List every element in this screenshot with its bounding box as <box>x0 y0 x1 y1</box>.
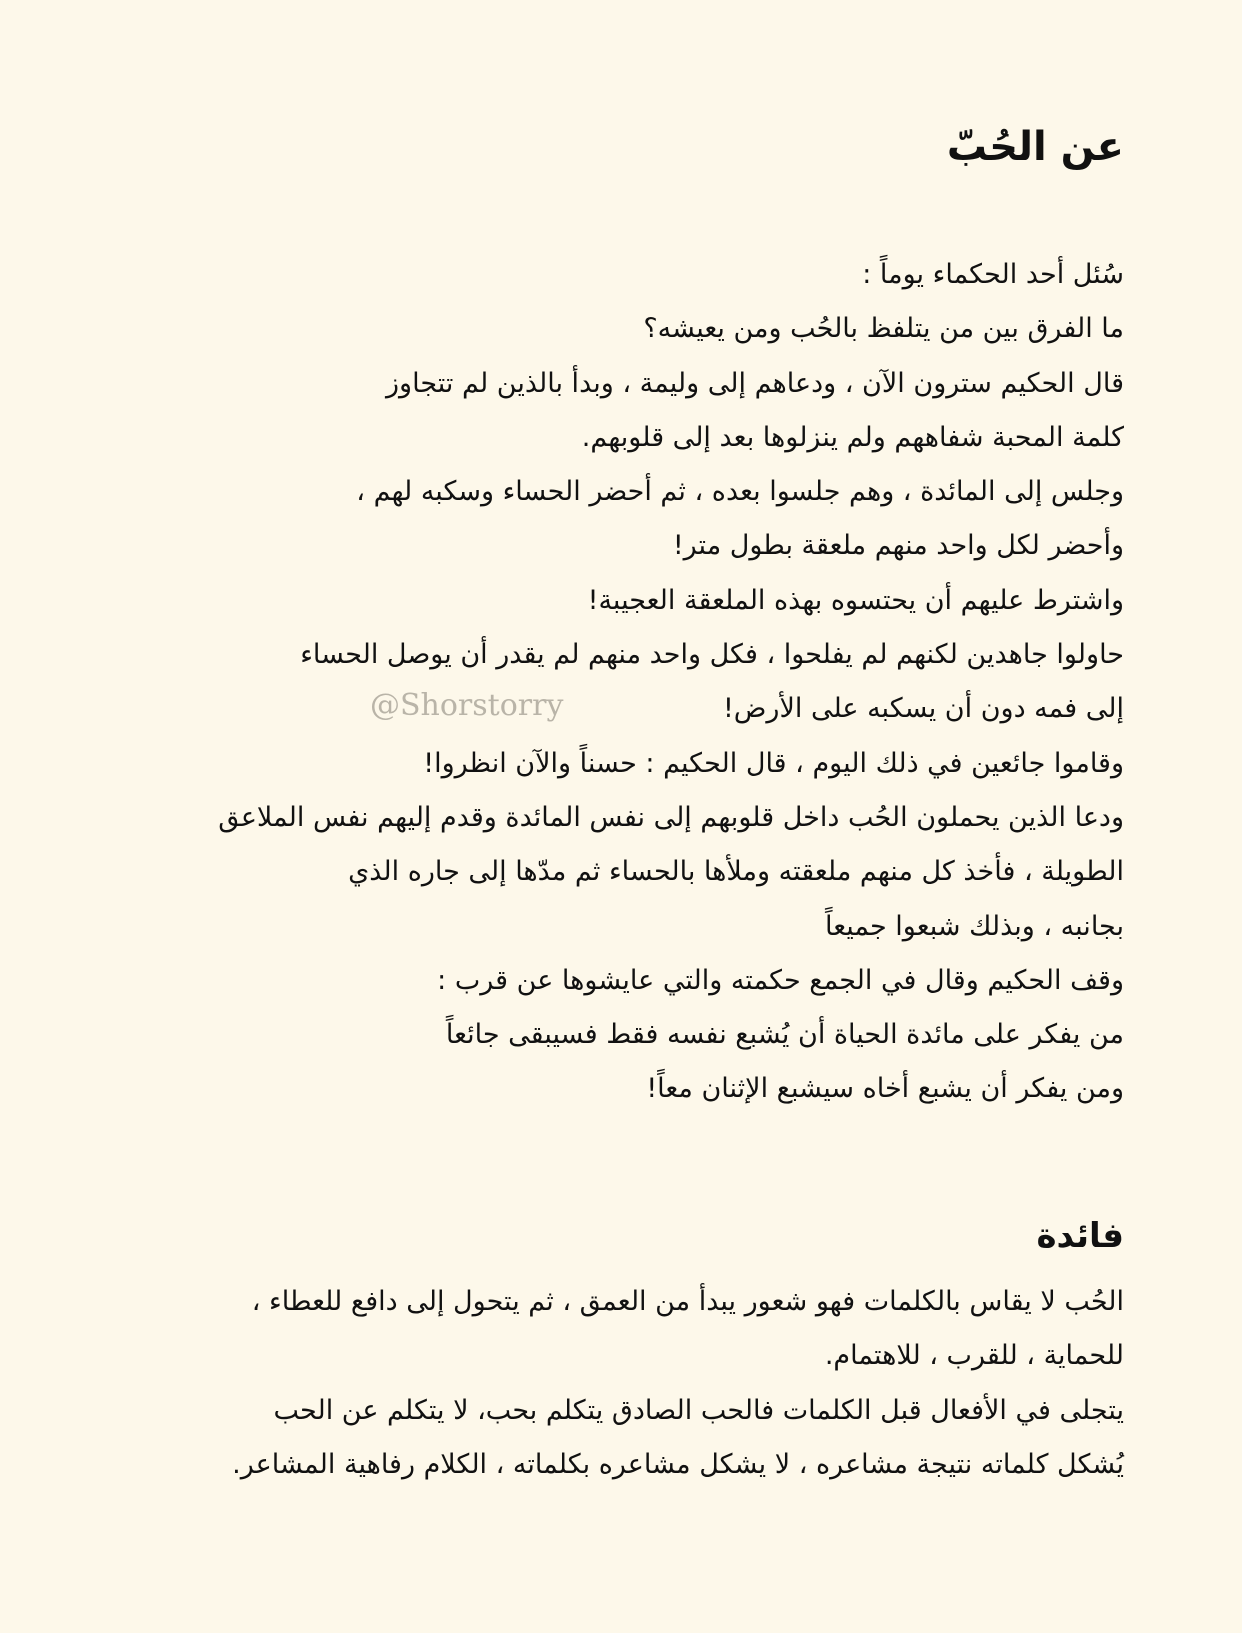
story-line: قال الحكيم سترون الآن ، ودعاهم إلى وليمة ، وبدأ بالذين لم تتجاوز <box>386 367 1124 399</box>
story-line: حاولوا جاهدين لكنهم لم يفلحوا ، فكل واحد منهم لم يقدر أن يوصل الحساء <box>300 639 1124 671</box>
note-line: يتجلى في الأفعال قبل الكلمات فالحب الصادق يتكلم بحب، لا يتكلم عن الحب <box>273 1394 1124 1426</box>
story-line: واشترط عليهم أن يحتسوه بهذه الملعقة العجيبة! <box>587 584 1124 616</box>
story-line: بجانبه ، وبذلك شبعوا جميعاً <box>824 910 1124 942</box>
story-line: وقاموا جائعين في ذلك اليوم ، قال الحكيم : حسناً والآن انظروا! <box>423 747 1124 779</box>
note-line: يُشكل كلماته نتيجة مشاعره ، لا يشكل مشاعره بكلماته ، الكلام رفاهية المشاعر. <box>232 1448 1124 1480</box>
story-line: وقف الحكيم وقال في الجمع حكمته والتي عايشوها عن قرب : <box>437 964 1124 996</box>
story-line: ومن يفكر أن يشبع أخاه سيشبع الإثنان معاً! <box>646 1073 1124 1105</box>
story-line: إلى فمه دون أن يسكبه على الأرض! <box>722 693 1124 725</box>
story-line: وجلس إلى المائدة ، وهم جلسوا بعده ، ثم أحضر الحساء وسكبه لهم ، <box>356 476 1124 508</box>
story-line: ما الفرق بين من يتلفظ بالحُب ومن يعيشه؟ <box>643 313 1124 345</box>
section-title: فائدة <box>1036 1216 1124 1256</box>
story-line: كلمة المحبة شفاههم ولم ينزلوها بعد إلى قلوبهم. <box>581 421 1124 453</box>
story-line: وأحضر لكل واحد منهم ملعقة بطول متر! <box>672 530 1124 562</box>
note-line: الحُب لا يقاس بالكلمات فهو شعور يبدأ من العمق ، ثم يتحول إلى دافع للعطاء ، <box>251 1286 1124 1317</box>
watermark: @Shorstorry <box>370 688 564 723</box>
story-line: سُئل أحد الحكماء يوماً : <box>862 259 1124 290</box>
story-line: من يفكر على مائدة الحياة أن يُشبع نفسه فقط فسيبقى جائعاً <box>445 1019 1124 1051</box>
page-title: عن الحُبّ <box>946 124 1124 170</box>
story-line: الطويلة ، فأخذ كل منهم ملعقته وملأها بالحساء ثم مدّها إلى جاره الذي <box>348 856 1124 888</box>
note-body <box>114 1275 1124 1492</box>
story-line: ودعا الذين يحملون الحُب داخل قلوبهم إلى نفس المائدة وقدم إليهم نفس الملاعق <box>218 801 1124 833</box>
note-line: للحماية ، للقرب ، للاهتمام. <box>824 1340 1124 1372</box>
story-body <box>114 248 1124 1117</box>
